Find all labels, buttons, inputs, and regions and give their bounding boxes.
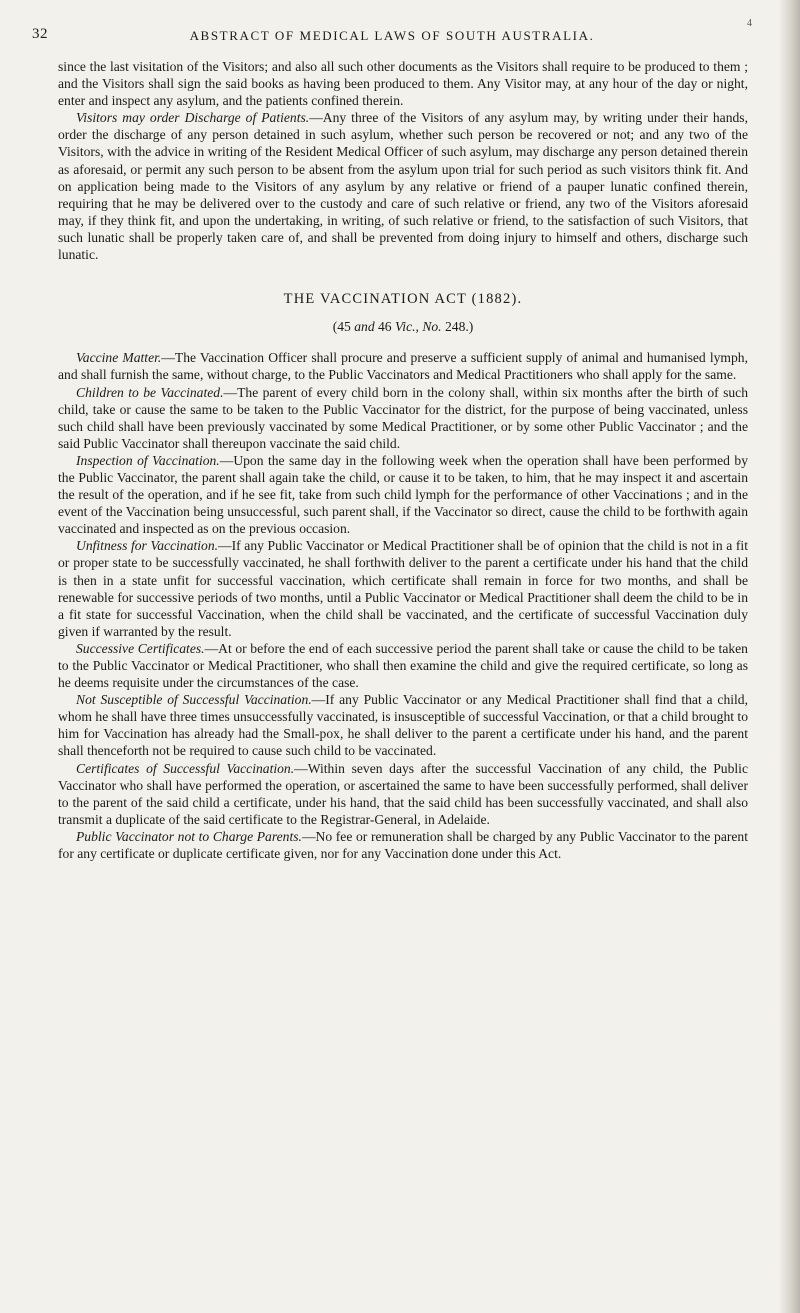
section-heading: Not Susceptible of Successful Vaccination. — [76, 692, 312, 708]
section-heading: Unfitness for Vaccination. — [76, 538, 219, 554]
section-paragraph — [58, 452, 748, 537]
page-number: 32 — [32, 26, 48, 42]
corner-mark: 4 — [747, 18, 752, 29]
act-ref-no: No. — [422, 319, 442, 335]
section-text: —Upon the same day in the following week when the operation shall have been performed by the Public Vaccinator, the parent shall again take the child, or cause it to be taken, to him, that he may inspect it and ascertain the result of the operation, and if he see fit, take from such child lymph for the performance of other Vaccinations ; and in the event of the Vaccination being unsuccessful, such parent shall, if the Vaccinator so direct, cause the child to be forthwith again vaccinated and inspected as on the previous occasion. — [58, 452, 748, 537]
section-paragraph — [58, 640, 748, 691]
section-heading: Public Vaccinator not to Charge Parents. — [76, 828, 302, 844]
section-heading: Children to be Vaccinated. — [76, 384, 224, 400]
section-paragraph — [58, 760, 748, 828]
section-paragraph — [58, 349, 748, 383]
section-heading: Successive Certificates. — [76, 640, 205, 656]
section-paragraph — [58, 691, 748, 759]
section-paragraph — [58, 384, 748, 452]
act-reference — [58, 318, 748, 335]
page-body — [58, 58, 748, 862]
section-text: —If any Public Vaccinator or any Medical Practitioner shall find that a child, whom he shall have three times unsuccessfully vaccinated, is insusceptible of successful Vaccination, or that a child brought to him for Vaccination has already had the Small-pox, he shall deliver to the parent a certificate under his hand, and the parent shall thenceforth not be required to cause such child to be vaccinated. — [58, 692, 748, 759]
section-text: —If any Public Vaccinator or Medical Practitioner shall be of opinion that the child is not in a fit or proper state to be successfully vaccinated, he shall forthwith deliver to the parent a certificate under his hand that the child is then in a state unfit for successful vaccination, which certificate shall remain in force for two months, and shall be renewable for successive periods of two months, until a Public Vaccinator or Medical Practitioner shall deem the child to be in a fit state for successful Vaccination, when the child shall be vaccinated, and the certificate of successful Vaccination duly given if warranted by the result. — [58, 538, 748, 639]
act-title: THE VACCINATION ACT (1882). — [283, 291, 523, 308]
section-heading: Certificates of Successful Vaccination. — [76, 760, 295, 776]
act-ref-close: 248.) — [441, 319, 474, 335]
discharge-text: —Any three of the Visitors of any asylum may, by writing under their hands, order the discharge of any person detained in such asylum, whether such person be recovered or not; and any two of the Visitors, with the advice in writing of the Resident Medical Officer of such asylum, may discharge any person detained therein as aforesaid, or permit any such person to be absent from the asylum upon trial for such period as such visitors think fit. And on application being made to the Visitors of any asylum by any relative or friend of a pauper lunatic confined therein, requiring that he may be delivered over to the custody and care of such relative or friend, any two of the Visitors aforesaid may, if they think fit, and upon the undertaking, in writing, of such relative or friend, to the satisfaction of such Visitors, that such lunatic shall be properly taken care of, and shall be prevented from doing injury to himself and others, discharge such lunatic. — [58, 110, 748, 263]
section-paragraph — [58, 537, 748, 640]
page-edge-shadow — [778, 0, 800, 1313]
act-ref-open: (45 — [332, 319, 355, 335]
act-ref-vic: Vic., — [395, 319, 419, 335]
section-heading: Inspection of Vaccination. — [76, 452, 220, 468]
continuation-paragraph: since the last visitation of the Visitors; and also all such other documents as the Visitors shall require to be produced to them ; and the Visitors shall sign the said books as having been produced to them. Any Visitor may, at any hour of the day or night, enter and inspect any asylum, and the patients confined therein. — [58, 59, 748, 109]
act-ref-middle: 46 — [374, 319, 395, 335]
section-text: —Within seven days after the successful Vaccination of any child, the Public Vaccinator who shall have performed the operation, or ascertained the same to have been successfully performed, shall deliver to the parent of the said child a certificate, under his hand, that the said child has been successfully vaccinated, and shall also transmit a duplicate of the said certificate to the Registrar-General, in Adelaide. — [58, 760, 748, 827]
running-head: ABSTRACT OF MEDICAL LAWS OF SOUTH AUSTRALIA. — [189, 28, 595, 43]
section-paragraph — [58, 828, 748, 862]
section-text: —The parent of every child born in the colony shall, within six months after the birth of such child, take or cause the same to be taken to the Public Vaccinator for the district, for the purpose of being vaccinated, unless such child shall have been previously vaccinated by some Medical Practitioner, or by some other Public Vaccinator ; and the said Public Vaccinator shall thereupon vaccinate the said child. — [58, 384, 749, 451]
page-header — [32, 18, 752, 50]
section-text: —No fee or remuneration shall be charged by any Public Vaccinator to the parent for any certificate or duplicate certificate given, nor for any Vaccination done under this Act. — [58, 828, 748, 862]
section-text: —The Vaccination Officer shall procure and preserve a sufficient supply of animal and humanised lymph, and shall furnish the same, without charge, to the Public Vaccinators and Medical Practitioners who shall apply for the same. — [58, 350, 748, 383]
section-text: —At or before the end of each successive period the parent shall take or cause the child to be taken to the Public Vaccinator or Medical Practitioner, who shall then examine the child and give the required certificate, so long as he deems requisite under the circumstances of the case. — [58, 640, 748, 691]
act-ref-and: and — [354, 319, 375, 335]
discharge-paragraph — [58, 109, 748, 263]
discharge-heading: Visitors may order Discharge of Patients. — [76, 110, 310, 126]
section-heading: Vaccine Matter. — [76, 350, 162, 366]
